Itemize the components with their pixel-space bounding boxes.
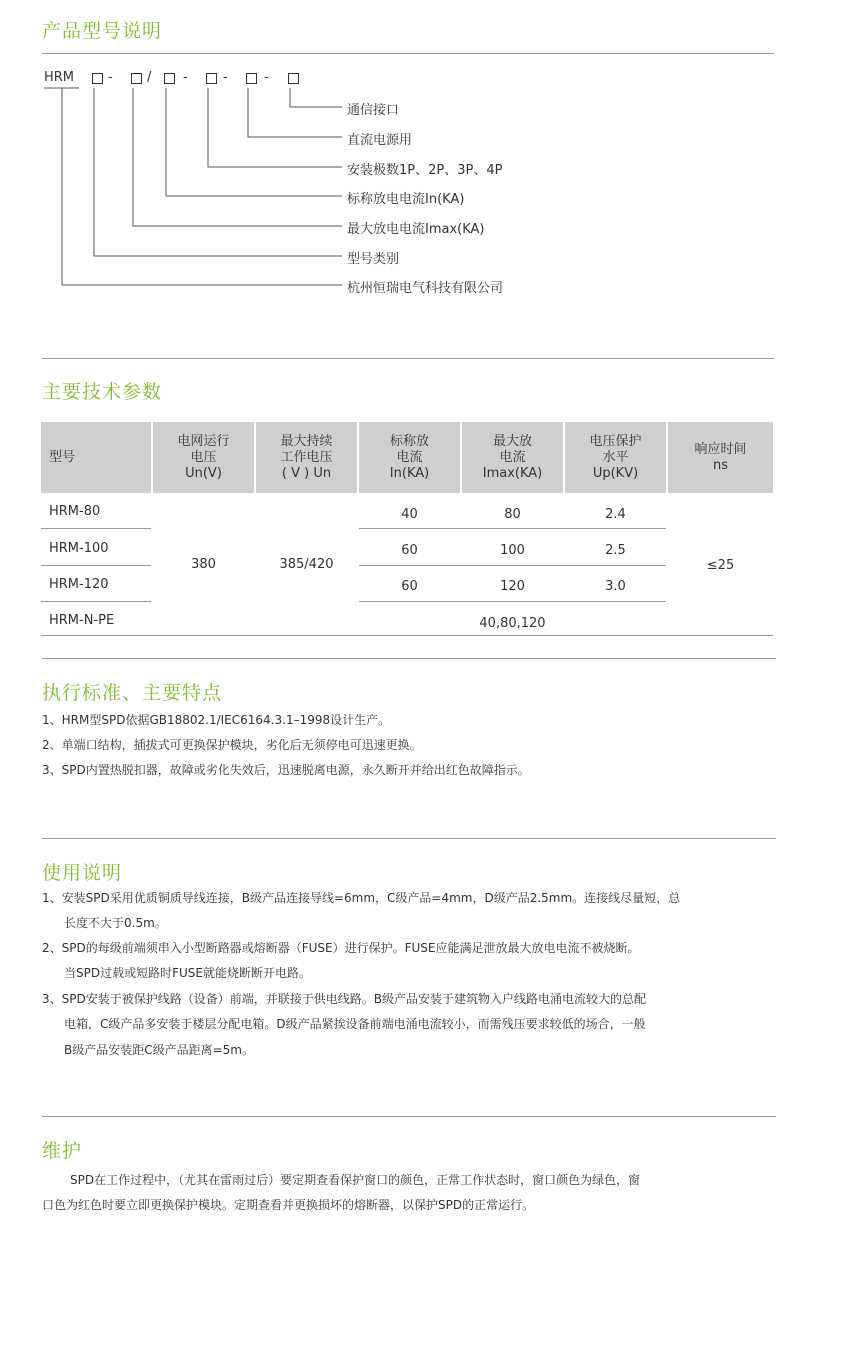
maintenance-line: SPD在工作过程中，（尤其在雷雨过后）要定期查看保护窗口的颜色，正常工作状态时，窗口颜色为绿色，窗 xyxy=(70,1173,641,1187)
diagram-lines xyxy=(44,70,644,300)
section-title-usage: 使用说明 xyxy=(42,862,123,884)
imax-value: 120 xyxy=(500,578,525,594)
dash: - xyxy=(183,70,188,85)
model-cell: HRM-100 xyxy=(49,540,109,556)
th-un: 电网运行 电压 Un(V) xyxy=(153,422,254,493)
usage-line: 3、SPD安装于被保护线路（设备）前端，并联接于供电线路。B级产品安装于建筑物入户线路电涌电流较大的总配 xyxy=(42,992,646,1006)
model-prefix: HRM xyxy=(44,70,75,85)
divider xyxy=(42,1116,776,1117)
up-value: 3.0 xyxy=(605,578,626,594)
usage-line: 当SPD过载或短路时FUSE就能烧断断开电路。 xyxy=(64,966,311,980)
divider xyxy=(42,358,774,359)
uc-value: 385/420 xyxy=(279,556,334,572)
legend-comm: 通信接口 xyxy=(347,103,400,118)
section-title-standard: 执行标准、主要特点 xyxy=(42,682,223,704)
model-cell: HRM-120 xyxy=(49,576,109,592)
usage-line: 电箱，C级产品多安装于楼层分配电箱。D级产品紧挨设备前端电涌电流较小，而需残压要求较低的场合，一般 xyxy=(64,1017,646,1031)
placeholder-box xyxy=(206,73,217,84)
usage-line: 2、SPD的每级前端须串入小型断路器或熔断器（FUSE）进行保护。FUSE应能满足泄放最大放电电流不被烧断。 xyxy=(42,941,640,955)
slash: / xyxy=(147,70,152,85)
legend-dc: 直流电源用 xyxy=(347,133,413,148)
placeholder-box xyxy=(92,73,103,84)
un-value: 380 xyxy=(191,556,216,572)
response-value: ≤25 xyxy=(706,557,735,573)
maintenance-line: 口色为红色时要立即更换保护模块。定期查看并更换损坏的熔断器，以保护SPD的正常运行。 xyxy=(42,1198,535,1212)
in-value: 60 xyxy=(401,542,418,558)
up-value: 2.5 xyxy=(605,542,626,558)
th-model: 型号 xyxy=(41,422,151,493)
standard-item: 2、单端口结构，插拔式可更换保护模块，劣化后无须停电可迅速更换。 xyxy=(42,738,422,752)
imax-value: 100 xyxy=(500,542,525,558)
npe-values: 40,80,120 xyxy=(479,615,546,631)
legend-type: 型号类别 xyxy=(347,252,400,267)
legend-in: 标称放电电流In(KA) xyxy=(347,192,465,207)
imax-value: 80 xyxy=(504,506,521,522)
divider xyxy=(42,658,776,659)
th-response: 响应时间 ns xyxy=(668,422,773,493)
th-uc: 最大持续 工作电压 ( V ) Un xyxy=(256,422,357,493)
standard-item: 1、HRM型SPD依据GB18802.1/IEC6164.3.1–1998设计生产。 xyxy=(42,713,391,727)
dash: - xyxy=(108,70,113,85)
dash: - xyxy=(223,70,228,85)
in-value: 60 xyxy=(401,578,418,594)
legend-company: 杭州恒瑞电气科技有限公司 xyxy=(347,281,504,296)
usage-line: 长度不大于0.5m。 xyxy=(64,916,167,930)
divider xyxy=(42,838,776,839)
legend-poles: 安装极数1P、2P、3P、4P xyxy=(347,163,503,178)
th-up: 电压保护 水平 Up(KV) xyxy=(565,422,666,493)
th-imax: 最大放 电流 Imax(KA) xyxy=(462,422,563,493)
section-title-maintenance: 维护 xyxy=(42,1140,83,1162)
placeholder-box xyxy=(164,73,175,84)
section-title-model: 产品型号说明 xyxy=(42,20,163,42)
up-value: 2.4 xyxy=(605,506,626,522)
usage-line: B级产品安装距C级产品距离=5m。 xyxy=(64,1043,254,1057)
usage-line: 1、安装SPD采用优质铜质导线连接，B级产品连接导线=6mm，C级产品=4mm，D级产品2.5mm。连接线尽量短，总 xyxy=(42,891,681,905)
standard-item: 3、SPD内置热脱扣器，故障或劣化失效后，迅速脱离电源，永久断开并给出红色故障指示。 xyxy=(42,763,530,777)
th-in: 标称放 电流 In(KA) xyxy=(359,422,460,493)
model-diagram xyxy=(44,70,644,300)
in-value: 40 xyxy=(401,506,418,522)
placeholder-box xyxy=(288,73,299,84)
legend-imax: 最大放电电流Imax(KA) xyxy=(347,222,485,237)
section-title-params: 主要技术参数 xyxy=(42,381,163,403)
placeholder-box xyxy=(131,73,142,84)
placeholder-box xyxy=(246,73,257,84)
model-cell: HRM-N-PE xyxy=(49,612,115,628)
model-code xyxy=(44,70,269,85)
divider xyxy=(42,53,774,54)
model-cell: HRM-80 xyxy=(49,503,101,519)
dash: - xyxy=(264,70,269,85)
